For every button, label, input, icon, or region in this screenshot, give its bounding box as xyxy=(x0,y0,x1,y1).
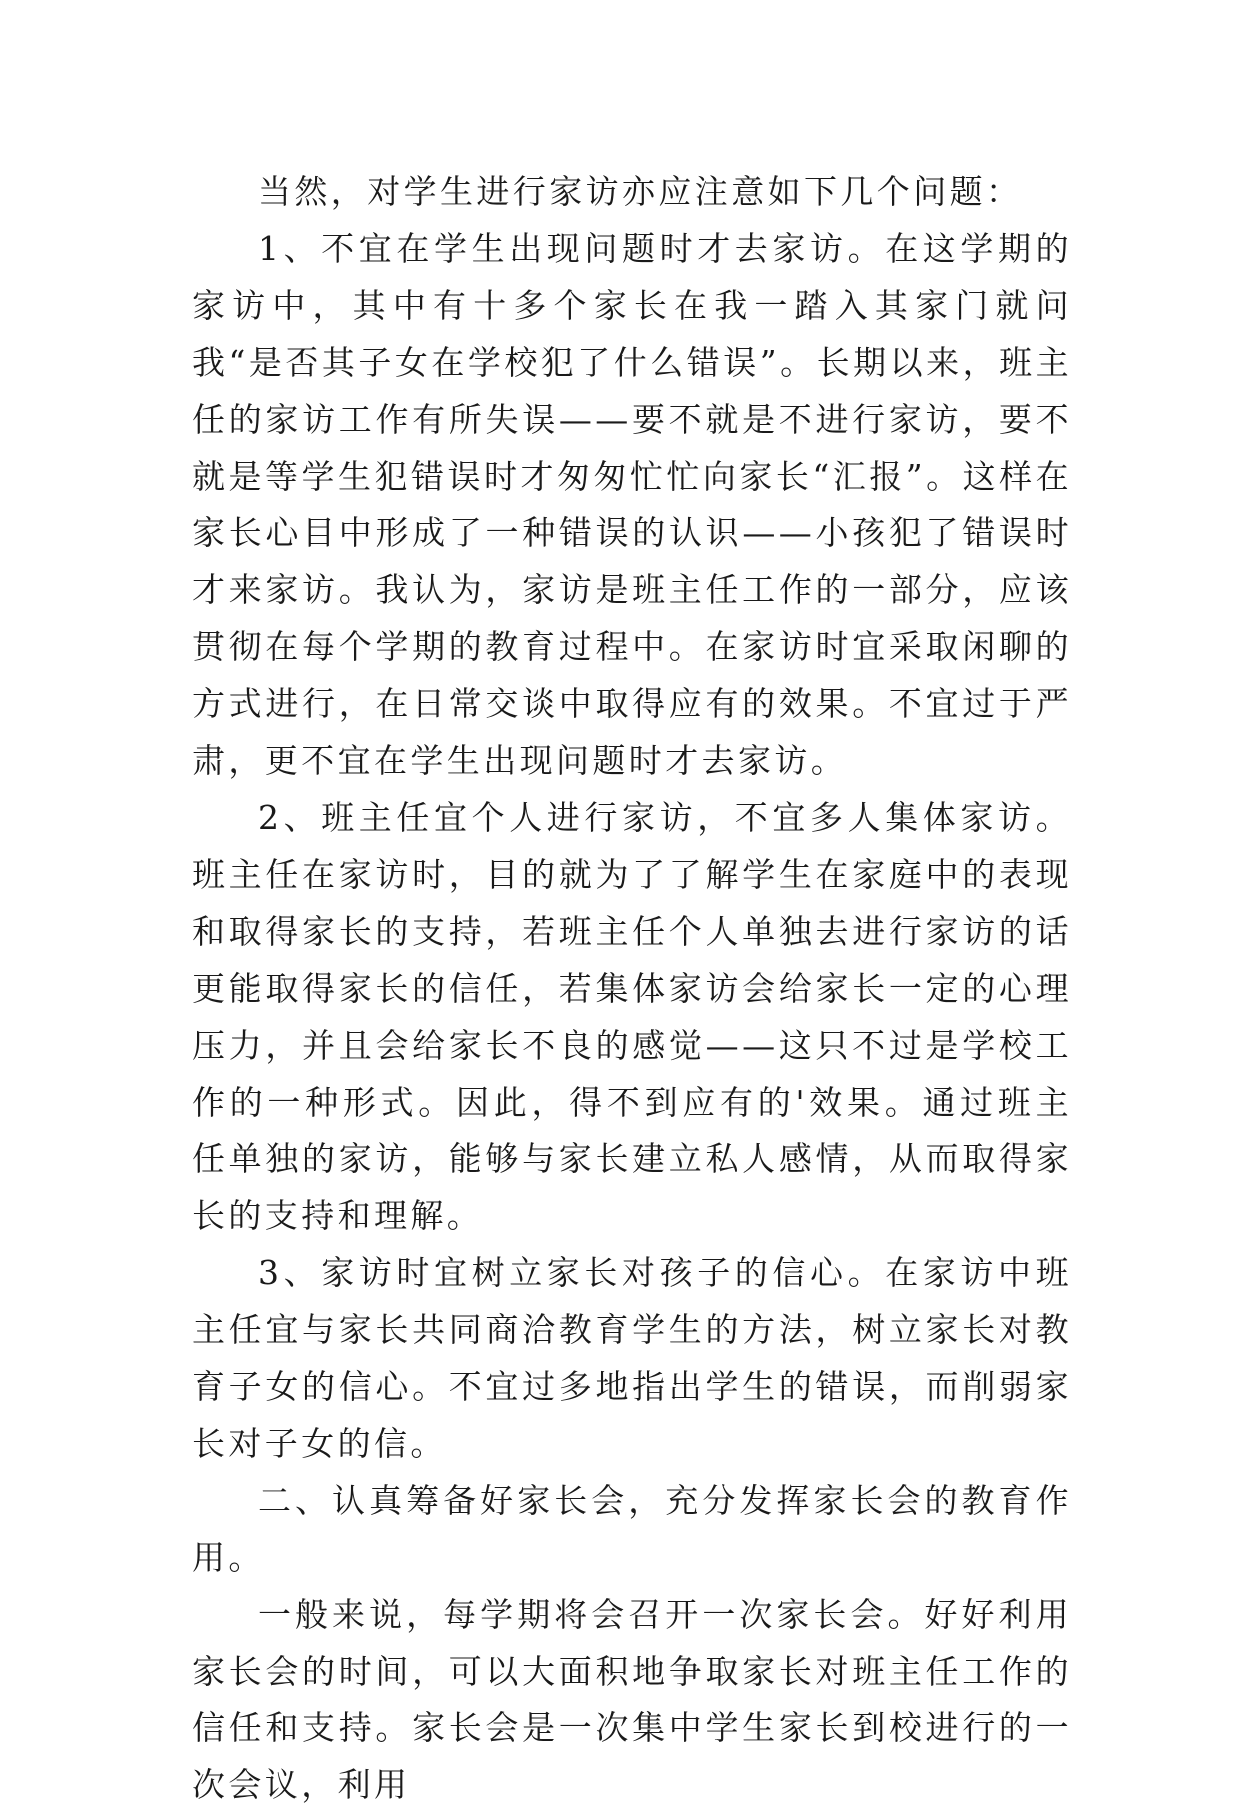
paragraph-point-1: 1、不宜在学生出现问题时才去家访。在这学期的家访中，其中有十多个家长在我一踏入其家门就问我“是否其子女在学校犯了什么错误”。长期以来，班主任的家访工作有所失误——要不就是不进行家访，要不就是等学生犯错误时才匆匆忙忙向家长“汇报”。这样在家长心目中形成了一种错误的认识——小孩犯了错误时才来家访。我认为，家访是班主任工作的一部分，应该贯彻在每个学期的教育过程中。在家访时宜采取闲聊的方式进行，在日常交谈中取得应有的效果。不宜过于严肃，更不宜在学生出现问题时才去家访。 xyxy=(192,228,1072,781)
section-heading-2: 二、认真筹备好家长会，充分发挥家长会的教育作用。 xyxy=(192,1480,1072,1577)
paragraph-intro: 当然，对学生进行家访亦应注意如下几个问题： xyxy=(258,172,1023,211)
paragraph-parent-meeting: 一般来说，每学期将会召开一次家长会。好好利用家长会的时间，可以大面积地争取家长对班主任工作的信任和支持。家长会是一次集中学生家长到校进行的一次会议，利用 xyxy=(192,1594,1072,1805)
paragraph-point-2: 2、班主任宜个人进行家访，不宜多人集体家访。班主任在家访时，目的就为了了解学生在家庭中的表现和取得家长的支持，若班主任个人单独去进行家访的话更能取得家长的信任，若集体家访会给家长一定的心理压力，并且会给家长不良的感觉——这只不过是学校工作的一种形式。因此，得不到应有的'效果。通过班主任单独的家访，能够与家长建立私人感情，从而取得家长的支持和理解。 xyxy=(192,797,1072,1236)
document-body xyxy=(192,164,1072,1814)
paragraph-point-3: 3、家访时宜树立家长对孩子的信心。在家访中班主任宜与家长共同商洽教育学生的方法，树立家长对教育子女的信心。不宜过多地指出学生的错误，而削弱家长对子女的信。 xyxy=(192,1253,1072,1463)
